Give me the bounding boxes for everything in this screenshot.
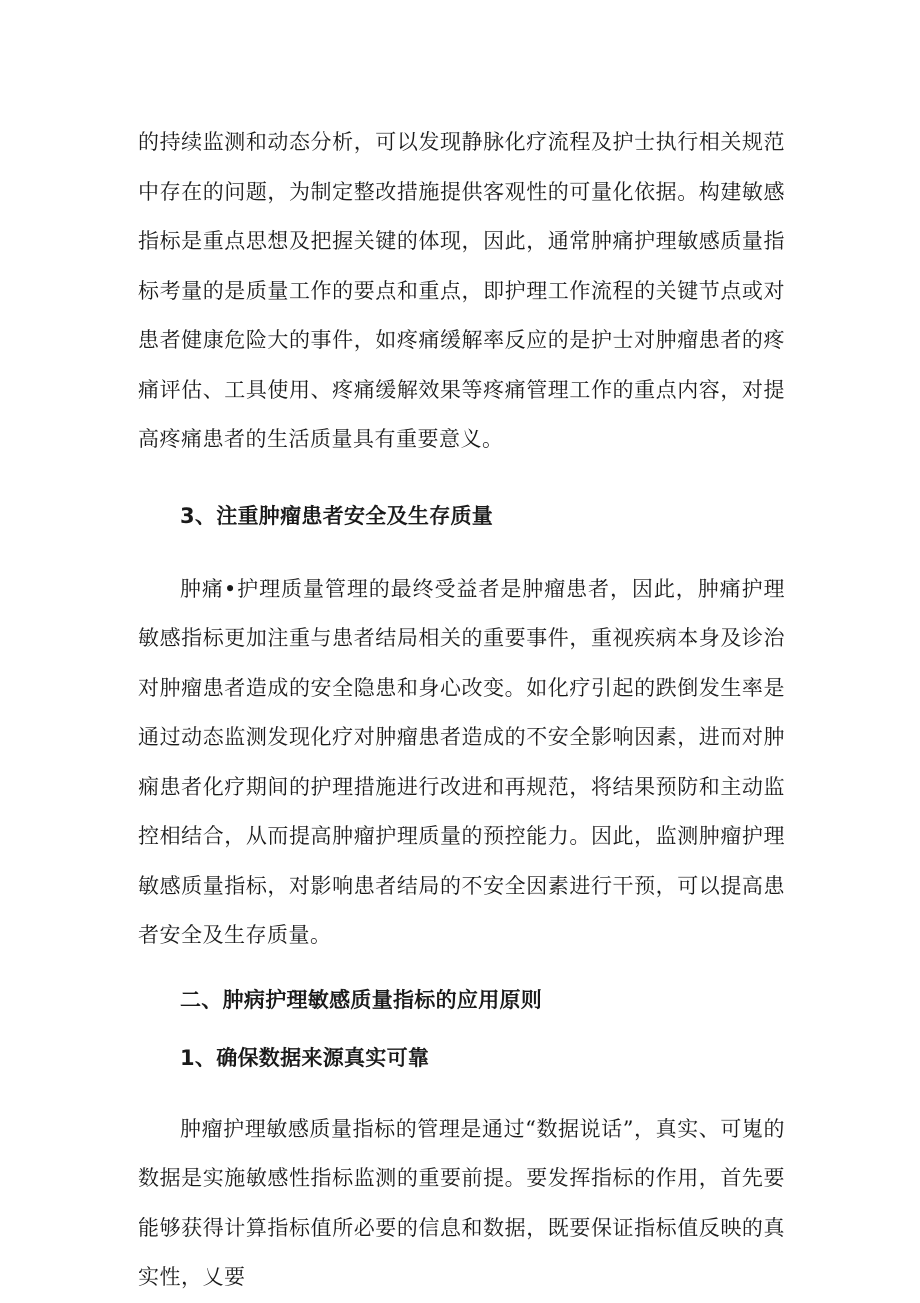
body-paragraph: 肿瘤护理敏感质量指标的管理是通过“数据说话”，真实、可嵬的数据是实施敏感性指标监测的重要前提。要发挥指标的作用，首先要能够获得计算指标值所必要的信息和数据，既要保证指标值反映的真实性，乂要 [138, 1116, 785, 1289]
section-heading: 1、确保数据来源真实可靠 [180, 1045, 430, 1070]
section-heading: 3、注重肿瘤患者安全及生存质量 [180, 503, 494, 528]
body-paragraph: 肿痛•护理质量管理的最终受益者是肿瘤患者，因此，肿痛护理敏感指标更加注重与患者结局相关的重要事件，重视疾病本身及诊治对肿瘤患者造成的安全隐患和身心改变。如化疗引起的跌倒发生率是通过动态监测发现化疗对肿瘤患者造成的不安全影响因素，进而对肿痫患者化疗期间的护理措施进行改进和再规范，将结果预防和主动监控相结合，从而提高肿瘤护理质量的预控能力。因此，监测肿瘤护理敏感质量指标，对影响患者结局的不安全因素进行干预，可以提高患者安全及生存质量。 [138, 576, 785, 947]
chapter-heading: 二、肿病护理敏感质量指标的应用原则 [180, 987, 543, 1012]
body-paragraph: 的持续监测和动态分析，可以发现静脉化疗流程及护士执行相关规范中存在的问题，为制定整改措施提供客观性的可量化依据。构建敏感指标是重点思想及把握关键的体现，因此，通常肿痛护理敏感质量指标考量的是质量工作的要点和重点，即护理工作流程的关键节点或对患者健康危险大的事件，如疼痛缓解率反应的是护士对肿瘤患者的疼痛评估、工具使用、疼痛缓解效果等疼痛管理工作的重点内容，对提高疼痛患者的生活质量具有重要意义。 [138, 130, 785, 451]
